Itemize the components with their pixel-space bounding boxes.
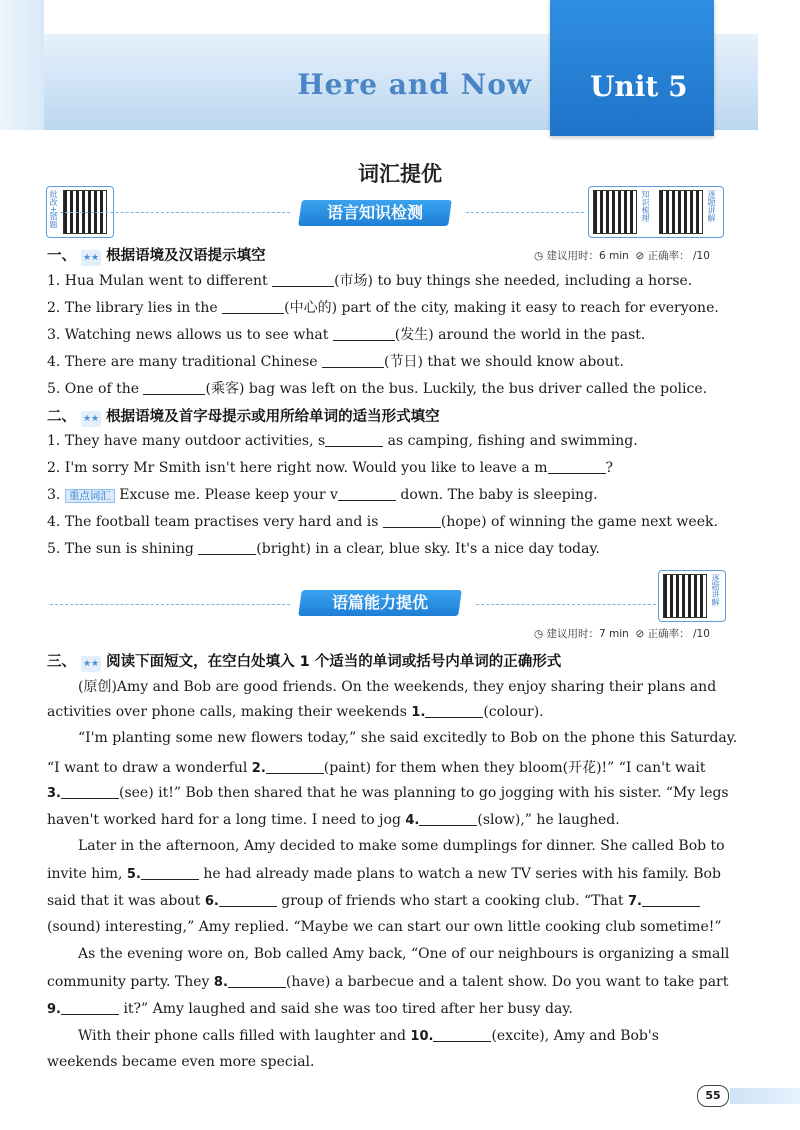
passage-line: As the evening wore on, Bob called Amy back, “One of our neighbours is organizing a small [78, 946, 730, 962]
answer-blank[interactable] [338, 486, 396, 501]
list-item: 2. The library lies in the (中心的) part of the city, making it easy to reach for everyone. [47, 300, 719, 316]
qr-label: 知识梳理 [641, 190, 650, 222]
list-item: 3. 重点词汇 Excuse me. Please keep your v down. The baby is sleeping. [47, 487, 598, 503]
answer-blank[interactable] [266, 759, 324, 774]
answer-blank[interactable] [325, 432, 383, 447]
answer-blank[interactable] [143, 380, 205, 395]
section-index: 三、 [47, 654, 76, 670]
passage-line: Later in the afternoon, Amy decided to make some dumplings for dinner. She called Bob to [78, 838, 725, 854]
section-meta [534, 626, 710, 641]
answer-blank[interactable] [433, 1027, 491, 1042]
passage-line: weekends became even more special. [47, 1054, 315, 1070]
banner-title: Here and Now [297, 68, 532, 101]
section-meta [534, 248, 710, 263]
qr-code-icon[interactable] [659, 190, 703, 234]
section-pill [298, 590, 462, 616]
answer-blank[interactable] [198, 540, 256, 555]
answer-blank[interactable] [141, 865, 199, 880]
list-item: 1. Hua Mulan went to different (市场) to buy things she needed, including a horse. [47, 273, 693, 289]
passage-line: 3. (see) it!” Bob then shared that he was planning to go jogging with his sister. “My legs [47, 785, 729, 801]
suggested-time: 建议用时：6 min [546, 250, 629, 262]
check-icon: ⊘ [632, 628, 645, 640]
passage-line: invite him, 5. he had already made plans to watch a new TV series with his family. Bob [47, 866, 721, 882]
section-title: 根据语境及首字母提示或用所给单词的适当形式填空 [106, 409, 440, 425]
section-title: 阅读下面短文，在空白处填入 1 个适当的单词或括号内单词的正确形式 [106, 654, 562, 670]
section-pill-label: 语言知识检测 [326, 203, 423, 222]
qr-label: 批改+错题 [49, 190, 58, 229]
passage-line: haven't worked hard for a long time. I need to jog 4. (slow),” he laughed. [47, 812, 620, 828]
answer-blank[interactable] [272, 272, 334, 287]
list-item: 2. I'm sorry Mr Smith isn't here right now. Would you like to leave a m ? [47, 460, 614, 476]
qr-code-icon[interactable] [663, 574, 707, 618]
list-item: 5. One of the (乘客) bag was left on the bus. Luckily, the bus driver called the police. [47, 381, 708, 397]
qr-label: 逐题讲解 [707, 190, 716, 222]
passage-line: 9. it?” Amy laughed and said she was too tired after her busy day. [47, 1001, 573, 1017]
accuracy: 正确率： /10 [647, 250, 710, 262]
list-item: 4. The football team practises very hard and is (hope) of winning the game next week. [47, 514, 718, 530]
suggested-time: 建议用时：7 min [546, 628, 629, 640]
check-icon: ⊘ [632, 250, 645, 262]
key-vocab-tag: 重点词汇 [65, 489, 115, 503]
list-item: 4. There are many traditional Chinese (节日) that we should know about. [47, 354, 624, 370]
difficulty-stars-icon: ★★ [81, 656, 101, 672]
clock-icon: ◷ [534, 250, 544, 262]
passage-line: “I want to draw a wonderful 2. (paint) for them when they bloom(开花)!” “I can't wait [47, 760, 706, 776]
section-pill [298, 200, 452, 226]
qr-block-right[interactable] [588, 186, 724, 238]
section-heading [47, 405, 440, 427]
list-item: 5. The sun is shining (bright) in a clear, blue sky. It's a nice day today. [47, 541, 600, 557]
answer-blank[interactable] [333, 326, 395, 341]
banner-edge [0, 0, 44, 130]
answer-blank[interactable] [222, 299, 284, 314]
section-index: 一、 [47, 248, 76, 264]
answer-blank[interactable] [61, 784, 119, 799]
qr-code-icon[interactable] [593, 190, 637, 234]
answer-blank[interactable] [383, 513, 441, 528]
page-number: 55 [697, 1085, 729, 1107]
answer-blank[interactable] [548, 459, 606, 474]
accuracy: 正确率： /10 [647, 628, 710, 640]
divider [50, 212, 290, 213]
answer-blank[interactable] [322, 353, 384, 368]
passage-line: With their phone calls filled with laughter and 10. (excite), Amy and Bob's [78, 1028, 659, 1044]
passage-line: (原创)Amy and Bob are good friends. On the weekends, they enjoy sharing their plans and [78, 679, 717, 695]
passage-line: community party. They 8. (have) a barbecue and a talent show. Do you want to take part [47, 974, 729, 990]
clock-icon: ◷ [534, 628, 544, 640]
answer-blank[interactable] [419, 811, 477, 826]
section-index: 二、 [47, 409, 76, 425]
difficulty-stars-icon: ★★ [81, 411, 101, 427]
answer-blank[interactable] [228, 973, 286, 988]
divider [466, 212, 584, 213]
passage-line: “I'm planting some new flowers today,” she said excitedly to Bob on the phone this Saturday. [78, 730, 738, 746]
section-pill-label: 语篇能力提优 [331, 593, 428, 612]
page-title: 词汇提优 [358, 162, 442, 186]
answer-blank[interactable] [425, 703, 483, 718]
passage-line: said that it was about 6. group of friends who start a cooking club. “That 7. [47, 892, 700, 909]
passage-line: (sound) interesting,” Amy replied. “Maybe we can start our own little cooking club sometime!” [47, 919, 722, 935]
divider [50, 604, 290, 605]
divider [476, 604, 656, 605]
answer-blank[interactable] [642, 892, 700, 907]
list-item: 3. Watching news allows us to see what (发生) around the world in the past. [47, 327, 646, 343]
section-title: 根据语境及汉语提示填空 [106, 248, 266, 264]
answer-blank[interactable] [219, 892, 277, 907]
list-item: 1. They have many outdoor activities, s as camping, fishing and swimming. [47, 433, 638, 449]
difficulty-stars-icon: ★★ [81, 250, 101, 266]
unit-badge [550, 0, 714, 136]
answer-blank[interactable] [61, 1000, 119, 1015]
passage-line: activities over phone calls, making their weekends 1. (colour). [47, 704, 544, 720]
unit-label: Unit 5 [590, 70, 688, 103]
qr-block-right-2[interactable] [658, 570, 726, 622]
section-heading [47, 244, 266, 266]
qr-label: 逐题讲解 [711, 574, 720, 606]
footer-bar [730, 1088, 800, 1104]
section-heading [47, 650, 561, 672]
